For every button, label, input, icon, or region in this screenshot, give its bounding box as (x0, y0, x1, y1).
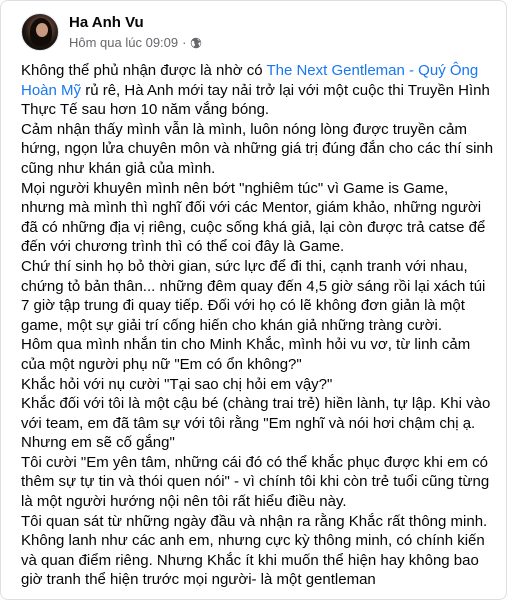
post-subline (69, 34, 202, 52)
page-link-the-next-gentleman[interactable]: The Next Gentleman - Quý Ông Hoàn Mỹ (21, 62, 479, 99)
post-meta (69, 13, 202, 52)
paragraph-5: Hôm qua mình nhắn tin cho Minh Khắc, mình hỏi vu vơ, từ linh cảm của một người phụ nữ "Em có ổn không?" (21, 336, 471, 373)
paragraph-9: Tôi quan sát từ những ngày đầu và nhận ra rằng Khắc rất thông minh. Không lanh như các anh em, nhưng cực kỳ thông minh, có chính kiến và quan điểm riêng. Nhưng Khắc ít khi muốn thể hiện hay không bao giờ tranh thể hiện trước mọi người- là một gentleman (21, 512, 488, 589)
avatar[interactable] (21, 13, 59, 51)
author-name[interactable]: Ha Anh Vu (69, 14, 144, 31)
paragraph-4: Chứ thí sinh họ bỏ thời gian, sức lực để đi thi, cạnh tranh với nhau, chứng tỏ bản thân... những đêm quay đến 4,5 giờ sáng rồi lại xách túi 7 giờ tập trung đi quay tiếp. Đối với họ có lẽ không đơn giản là một game, một sự giải trí cống hiến cho khán giả những tràng cười. (21, 257, 486, 334)
paragraph-8: Tôi cười "Em yên tâm, những cái đó có thể khắc phục được khi em có thêm sự tự tin và thói quen nói" - vì chính tôi khi còn trẻ tuổi cũng từng là một người hướng nội nên tôi rất hiểu điều này. (21, 453, 490, 511)
paragraph-6: Khắc hỏi với nụ cười "Tại sao chị hỏi em vậy?" (21, 375, 333, 393)
paragraph-2: Cảm nhận thấy mình vẫn là mình, luôn nóng lòng được truyền cảm hứng, ngọn lửa chuyên môn và những giá trị đúng đắn cho các thí sinh cũng như khán giả của mình. (21, 120, 494, 177)
paragraph-1-rest: rủ rê, Hà Anh mới tay nải trở lại với một cuộc thi Truyền Hình Thực Tế sau hơn 10 năm vắng bóng. (21, 81, 490, 119)
post-body (21, 61, 495, 590)
paragraph-1 (21, 61, 495, 120)
paragraph-7: Khắc đối với tôi là một cậu bé (chàng trai trẻ) hiền lành, tự lập. Khi vào với team, em đã tâm sự với tôi rằng "Em nghĩ và nói hơi chậm chị ạ. Nhưng em sẽ cố gắng" (21, 395, 491, 452)
separator-dot: · (182, 35, 187, 50)
avatar-face (36, 23, 48, 37)
paragraph-3: Mọi người khuyên mình nên bớt "nghiêm túc" vì Game is Game, nhưng mà mình thì nghĩ đối với các Mentor, giám khảo, những người đã có những địa vị riêng, cuộc sống khá giả, lại còn được trả catse để đến với chương trình thì có thể coi đây là Game. (21, 179, 486, 256)
globe-icon[interactable] (190, 37, 202, 49)
post-header (21, 13, 202, 52)
post-timestamp[interactable]: Hôm qua lúc 09:09 (69, 35, 179, 50)
paragraph-1-intro: Không thể phủ nhận được là nhờ có (21, 62, 267, 79)
